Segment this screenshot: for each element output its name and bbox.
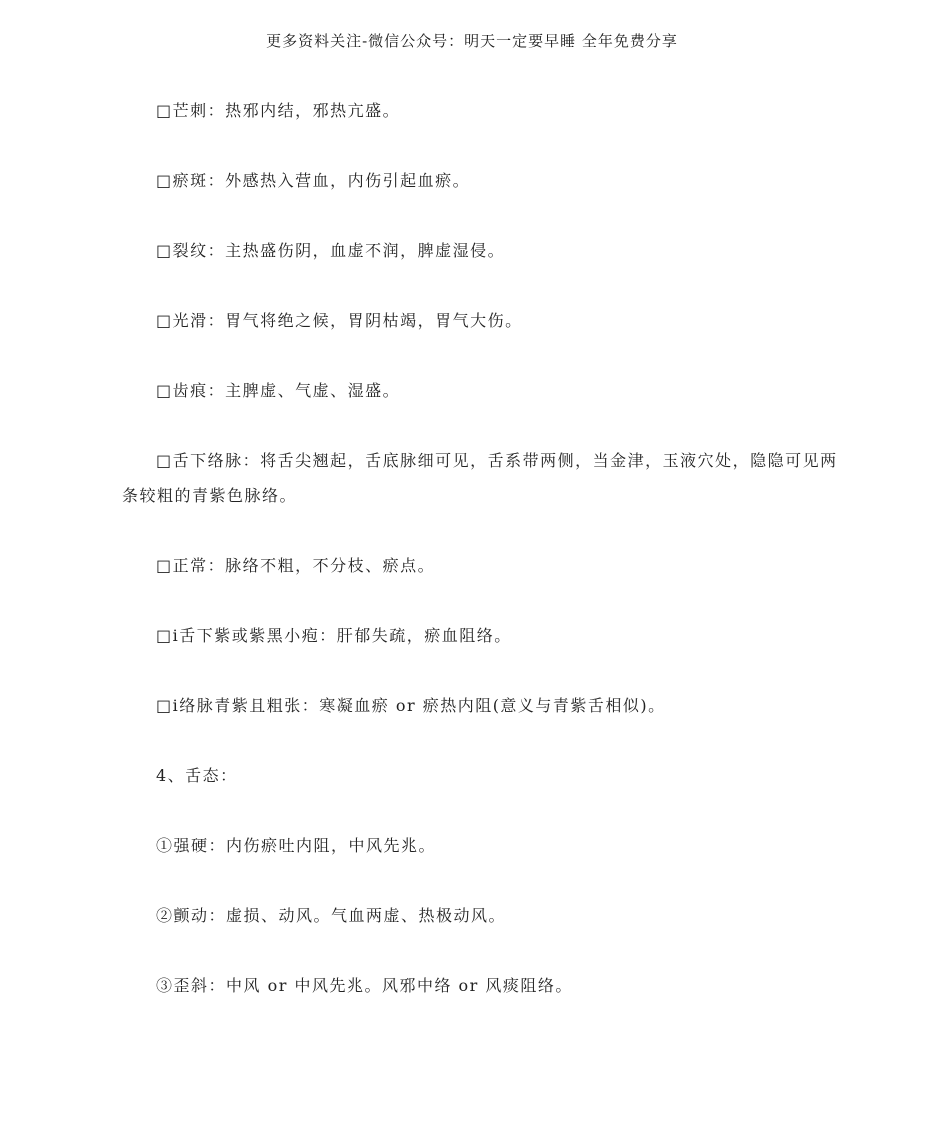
paragraph-liewen: □裂纹：主热盛伤阴，血虚不润，脾虚湿侵。 <box>156 241 506 260</box>
paragraph-chihen: □齿痕：主脾虚、气虚、湿盛。 <box>156 381 401 400</box>
paragraph-qiangying: ①强硬：内伤瘀吐内阻，中风先兆。 <box>156 836 437 855</box>
paragraph-yuban: □瘀斑：外感热入营血，内伤引起血瘀。 <box>156 171 471 190</box>
paragraph-zhengchang: □正常：脉络不粗，不分枝、瘀点。 <box>156 556 436 575</box>
document-body <box>122 93 842 1038</box>
paragraph-mangci: □芒刺：热邪内结，邪热亢盛。 <box>156 101 401 120</box>
paragraph-shexia-luomai: □舌下络脉：将舌尖翘起，舌底脉细可见，舌系带两侧，当金津，玉液穴处，隐隐可见两条较粗的青紫色脉络。 <box>122 451 838 505</box>
page-header: 更多资料关注-微信公众号：明天一定要早睡 全年免费分享 <box>266 32 678 50</box>
section-heading-shetai: 4、舌态： <box>156 766 238 785</box>
paragraph-waixie: ③歪斜：中风 or 中风先兆。风邪中络 or 风痰阻络。 <box>156 976 573 995</box>
paragraph-xiaopao: □i舌下紫或紫黑小疱：肝郁失疏，瘀血阻络。 <box>156 626 512 645</box>
paragraph-chandong: ②颤动：虚损、动风。气血两虚、热极动风。 <box>156 906 507 925</box>
paragraph-guanghua: □光滑：胃气将绝之候，胃阴枯竭，胃气大伤。 <box>156 311 523 330</box>
paragraph-qingzi: □i络脉青紫且粗张：寒凝血瘀 or 瘀热内阻(意义与青紫舌相似)。 <box>156 696 666 715</box>
